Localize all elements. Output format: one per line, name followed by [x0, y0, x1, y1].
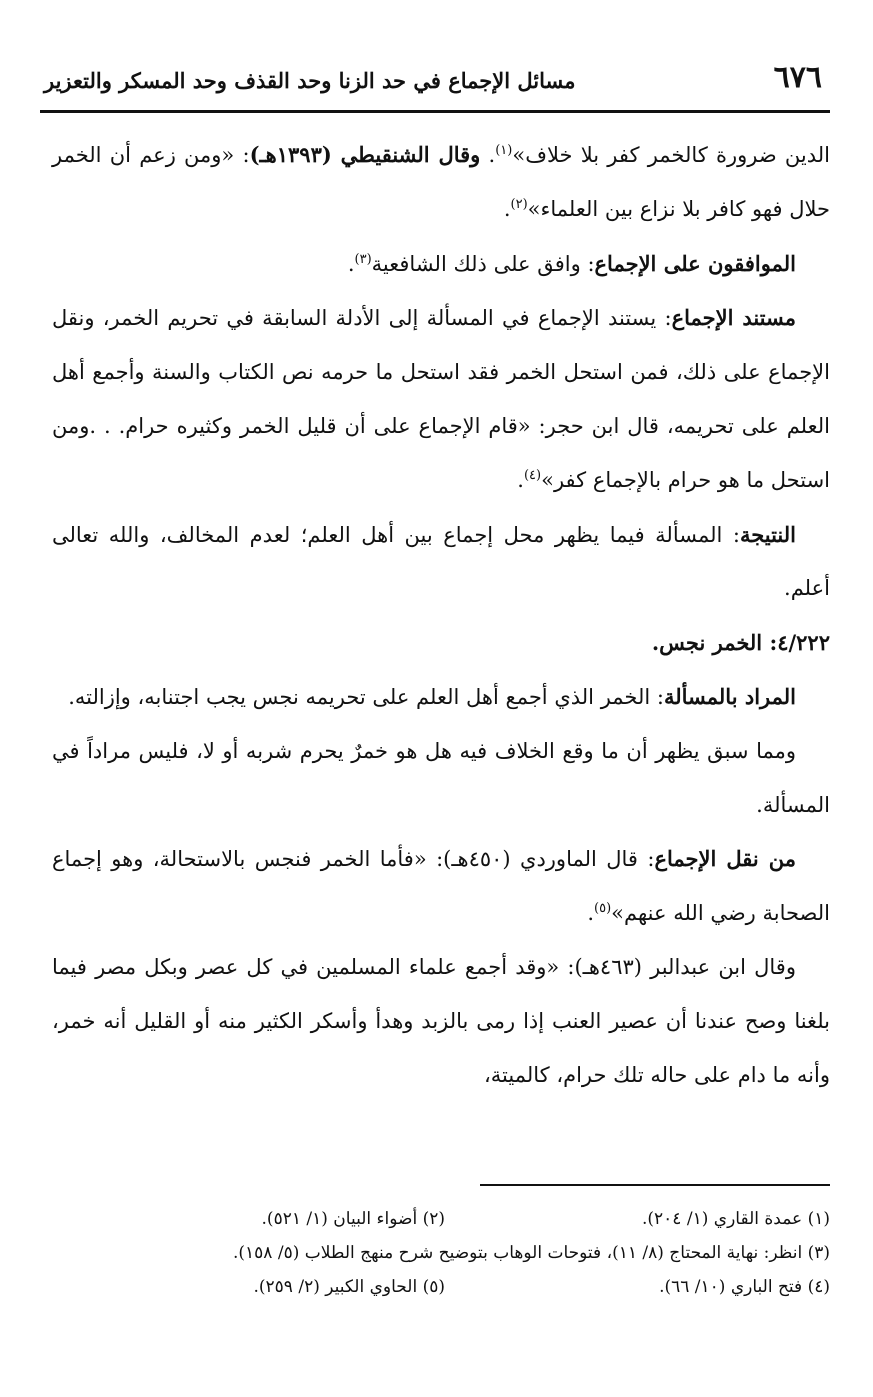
header-divider [40, 110, 830, 113]
inline-bold: وقال الشنقيطي (١٣٩٣هـ) [249, 142, 481, 167]
footnotes [52, 1202, 830, 1304]
main-text [52, 128, 830, 1102]
paragraph-meaning: المراد بالمسألة: الخمر الذي أجمع أهل العلم على تحريمه نجس يجب اجتنابه، وإزالته. [68, 683, 796, 709]
paragraph-basis: مستند الإجماع: يستند الإجماع في المسألة إلى الأدلة السابقة في تحريم الخمر، ونقل الإجماع على ذلك، فمن استحل الخمر فقد استحل ما حرمه نص الكتاب والسنة وأجمع أهل العلم على تحريمه، قال ابن حجر: «قام الإجماع على أن قليل الخمر وكثيره حرام. . .ومن استحل ما هو حرام بالإجماع كفر»$^{(٤)}$. [52, 305, 830, 492]
paragraph-label: مستند الإجماع [671, 305, 796, 331]
paragraph-result: النتيجة: المسألة فيما يظهر محل إجماع بين أهل العلم؛ لعدم المخالف، والله تعالى أعلم. [52, 521, 830, 601]
footnote-ref: (٤) [523, 467, 542, 483]
footnote-2: (٢) أضواء البيان (١/ ٥٢١). [261, 1209, 445, 1229]
footnote-row [52, 1236, 830, 1270]
footnote-row [52, 1270, 830, 1304]
footnote-3: (٣) انظر: نهاية المحتاج (٨/ ١١)، فتوحات الوهاب بتوضيح شرح منهج الطلاب (٥/ ١٥٨). [233, 1243, 830, 1263]
paragraph-1: الدين ضرورة كالخمر كفر بلا خلاف»$^{(١)}$. وقال الشنقيطي (١٣٩٣هـ): «ومن زعم أن الخمر حلال فهو كافر بلا نزاع بين العلماء»$^{(٢)}$. [52, 142, 830, 221]
footnote-1: (١) عمدة القاري (١/ ٢٠٤). [642, 1209, 830, 1229]
paragraph-transmitters: من نقل الإجماع: قال الماوردي (٤٥٠هـ): «فأما الخمر فنجس بالاستحالة، وهو إجماع الصحابة رضي الله عنهم»$^{(٥)}$. [52, 846, 830, 926]
footnote-divider [480, 1184, 830, 1186]
paragraph-label: من نقل الإجماع [654, 846, 796, 872]
page-number: ٦٧٦ [773, 60, 822, 95]
footnote-4: (٤) فتح الباري (١٠/ ٦٦). [659, 1277, 830, 1297]
paragraph-note: ومما سبق يظهر أن ما وقع الخلاف فيه هل هو خمرٌ يحرم شربه أو لا، فليس مراداً في المسألة. [52, 738, 830, 817]
paragraph-ibn-abdulbarr: وقال ابن عبدالبر (٤٦٣هـ): «وقد أجمع علماء المسلمين في كل عصر وبكل مصر فيما بلغنا وصح عندنا أن عصير العنب إذا رمى بالزبد وهدأ وأسكر الكثير منه أو القليل أنه خمر، وأنه ما دام على حاله تلك حرام، كالميتة، [52, 954, 830, 1087]
footnote-ref: (٣) [354, 251, 372, 267]
running-title: مسائل الإجماع في حد الزنا وحد القذف وحد المسكر والتعزير [44, 68, 576, 93]
section-heading: ٤/٢٢٢: الخمر نجس. [651, 630, 830, 656]
page-header [40, 58, 828, 108]
footnote-ref: (٢) [510, 196, 528, 212]
paragraph-label: المراد بالمسألة [663, 683, 796, 709]
footnote-5: (٥) الحاوي الكبير (٢/ ٢٥٩). [253, 1277, 445, 1297]
footnote-ref: (١) [495, 143, 513, 158]
paragraph-label: النتيجة [739, 521, 796, 547]
footnote-ref: (٥) [594, 901, 612, 917]
paragraph-label: الموافقون على الإجماع [594, 250, 796, 276]
footnote-row [52, 1202, 830, 1236]
paragraph-agreeing: الموافقون على الإجماع: وافق على ذلك الشافعية$^{(٣)}$. [347, 250, 796, 276]
